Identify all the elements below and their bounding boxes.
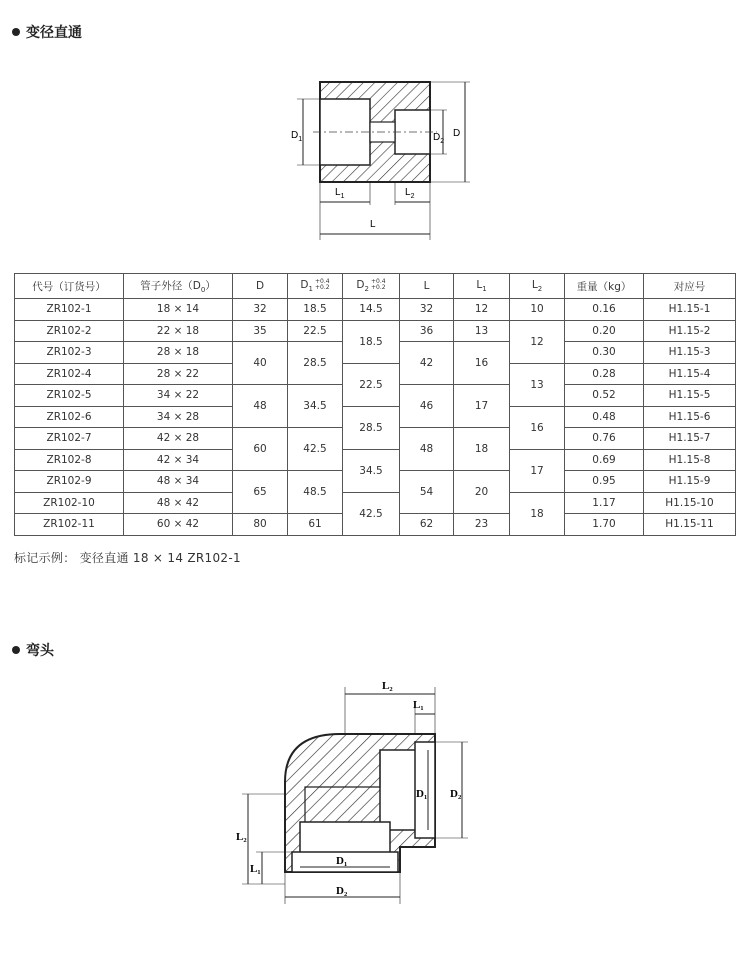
cell-weight: 0.48 — [565, 406, 644, 428]
table-header-row — [15, 274, 736, 299]
cell-d1: 22.5 — [288, 320, 343, 342]
cell-d1: 18.5 — [288, 299, 343, 321]
cell-l2: 16 — [510, 406, 565, 449]
table-row — [15, 299, 736, 321]
d1-label: $D_1$ — [291, 130, 303, 143]
cell-od: 28 × 18 — [124, 342, 233, 364]
l-label: L — [370, 219, 376, 230]
cell-l1: 12 — [454, 299, 510, 321]
cell-l: 42 — [400, 342, 454, 385]
cell-weight: 0.95 — [565, 471, 644, 493]
reducer-diagram — [285, 70, 485, 245]
cell-code: ZR102-3 — [15, 342, 124, 364]
cell-ref: H1.15-5 — [644, 385, 736, 407]
d-label: D — [453, 128, 461, 139]
cell-l2: 13 — [510, 363, 565, 406]
cell-weight: 0.20 — [565, 320, 644, 342]
elbow-left-l2-label: L₂ — [236, 831, 247, 843]
section-title: 变径直通 — [26, 25, 82, 41]
cell-weight: 0.76 — [565, 428, 644, 450]
cell-od: 60 × 42 — [124, 514, 233, 536]
elbow-drawing — [230, 672, 490, 922]
cell-d: 80 — [233, 514, 288, 536]
cell-weight: 0.30 — [565, 342, 644, 364]
cell-od: 22 × 18 — [124, 320, 233, 342]
cell-weight: 0.16 — [565, 299, 644, 321]
cell-l1: 18 — [454, 428, 510, 471]
cell-l: 48 — [400, 428, 454, 471]
header-ref: 对应号 — [644, 274, 736, 299]
cell-d2: 14.5 — [343, 299, 400, 321]
header-d2: $D_2+0.4$ +0.2 — [343, 274, 400, 299]
cell-code: ZR102-4 — [15, 363, 124, 385]
header-l: L — [400, 274, 454, 299]
cell-od: 42 × 28 — [124, 428, 233, 450]
table-row — [15, 320, 736, 342]
cell-l: 32 — [400, 299, 454, 321]
cell-d1: 61 — [288, 514, 343, 536]
cell-l1: 16 — [454, 342, 510, 385]
cell-ref: H1.15-4 — [644, 363, 736, 385]
bullet-icon — [12, 646, 20, 654]
cell-d2: 42.5 — [343, 492, 400, 535]
spec-table — [14, 273, 736, 536]
section-heading-reducer — [12, 22, 82, 42]
cell-weight: 1.70 — [565, 514, 644, 536]
table-row — [15, 449, 736, 471]
table-row — [15, 406, 736, 428]
header-l1: $L_1$ — [454, 274, 510, 299]
marking-example: 标记示例： 变径直通 18 × 14 ZR102-1 — [14, 551, 241, 565]
header-weight: 重量（kg） — [565, 274, 644, 299]
cell-code: ZR102-10 — [15, 492, 124, 514]
elbow-l1-label: L₁ — [413, 699, 424, 711]
cell-d: 35 — [233, 320, 288, 342]
cell-d1: 28.5 — [288, 342, 343, 385]
cell-l2: 12 — [510, 320, 565, 363]
cell-ref: H1.15-10 — [644, 492, 736, 514]
l1-label: $L_1$ — [335, 187, 345, 200]
table-row — [15, 363, 736, 385]
cell-ref: H1.15-8 — [644, 449, 736, 471]
cell-code: ZR102-8 — [15, 449, 124, 471]
cell-l: 54 — [400, 471, 454, 514]
cell-od: 48 × 42 — [124, 492, 233, 514]
cell-od: 34 × 28 — [124, 406, 233, 428]
cell-code: ZR102-2 — [15, 320, 124, 342]
cell-ref: H1.15-3 — [644, 342, 736, 364]
cell-od: 42 × 34 — [124, 449, 233, 471]
elbow-bottom-d2-label: D₂ — [336, 885, 348, 897]
cell-code: ZR102-7 — [15, 428, 124, 450]
header-code: 代号（订货号） — [15, 274, 124, 299]
cell-ref: H1.15-6 — [644, 406, 736, 428]
cell-l: 62 — [400, 514, 454, 536]
cell-ref: H1.15-11 — [644, 514, 736, 536]
header-l2: $L_2$ — [510, 274, 565, 299]
cell-d2: 28.5 — [343, 406, 400, 449]
cell-d: 32 — [233, 299, 288, 321]
cell-d1: 42.5 — [288, 428, 343, 471]
elbow-bottom-d1-label: D₁ — [336, 855, 348, 867]
elbow-left-l1-label: L₁ — [250, 863, 261, 875]
cell-code: ZR102-5 — [15, 385, 124, 407]
elbow-d2-label: D₂ — [450, 788, 462, 800]
cell-code: ZR102-6 — [15, 406, 124, 428]
cell-d2: 18.5 — [343, 320, 400, 363]
cell-ref: H1.15-9 — [644, 471, 736, 493]
cell-l2: 10 — [510, 299, 565, 321]
cell-ref: H1.15-2 — [644, 320, 736, 342]
cell-l1: 20 — [454, 471, 510, 514]
reducer-drawing — [285, 70, 485, 245]
cell-od: 28 × 22 — [124, 363, 233, 385]
cell-od: 48 × 34 — [124, 471, 233, 493]
cell-d: 48 — [233, 385, 288, 428]
cell-d: 60 — [233, 428, 288, 471]
cell-code: ZR102-9 — [15, 471, 124, 493]
cell-l1: 17 — [454, 385, 510, 428]
bullet-icon — [12, 28, 20, 36]
cell-ref: H1.15-7 — [644, 428, 736, 450]
section-heading-elbow — [12, 640, 54, 660]
cell-d: 40 — [233, 342, 288, 385]
cell-d: 65 — [233, 471, 288, 514]
cell-l2: 18 — [510, 492, 565, 535]
cell-d1: 34.5 — [288, 385, 343, 428]
cell-od: 18 × 14 — [124, 299, 233, 321]
elbow-diagram — [230, 672, 490, 922]
l2-label: $L_2$ — [405, 187, 415, 200]
cell-od: 34 × 22 — [124, 385, 233, 407]
cell-d2: 34.5 — [343, 449, 400, 492]
cell-code: ZR102-1 — [15, 299, 124, 321]
cell-d1: 48.5 — [288, 471, 343, 514]
cell-code: ZR102-11 — [15, 514, 124, 536]
d2-label: $D_2$ — [433, 132, 445, 145]
cell-d2: 22.5 — [343, 363, 400, 406]
elbow-l2-label: L₂ — [382, 680, 393, 692]
cell-l1: 13 — [454, 320, 510, 342]
elbow-d1-label: D₁ — [416, 788, 428, 800]
cell-l1: 23 — [454, 514, 510, 536]
cell-l: 36 — [400, 320, 454, 342]
table-row — [15, 492, 736, 514]
header-d: D — [233, 274, 288, 299]
cell-ref: H1.15-1 — [644, 299, 736, 321]
cell-weight: 0.69 — [565, 449, 644, 471]
section-title: 弯头 — [26, 643, 54, 659]
cell-weight: 0.52 — [565, 385, 644, 407]
cell-weight: 1.17 — [565, 492, 644, 514]
header-pipe-od: 管子外径$(D_0)$ — [124, 274, 233, 299]
cell-l: 46 — [400, 385, 454, 428]
cell-l2: 17 — [510, 449, 565, 492]
cell-weight: 0.28 — [565, 363, 644, 385]
header-d1: $D_1+0.4$ +0.2 — [288, 274, 343, 299]
